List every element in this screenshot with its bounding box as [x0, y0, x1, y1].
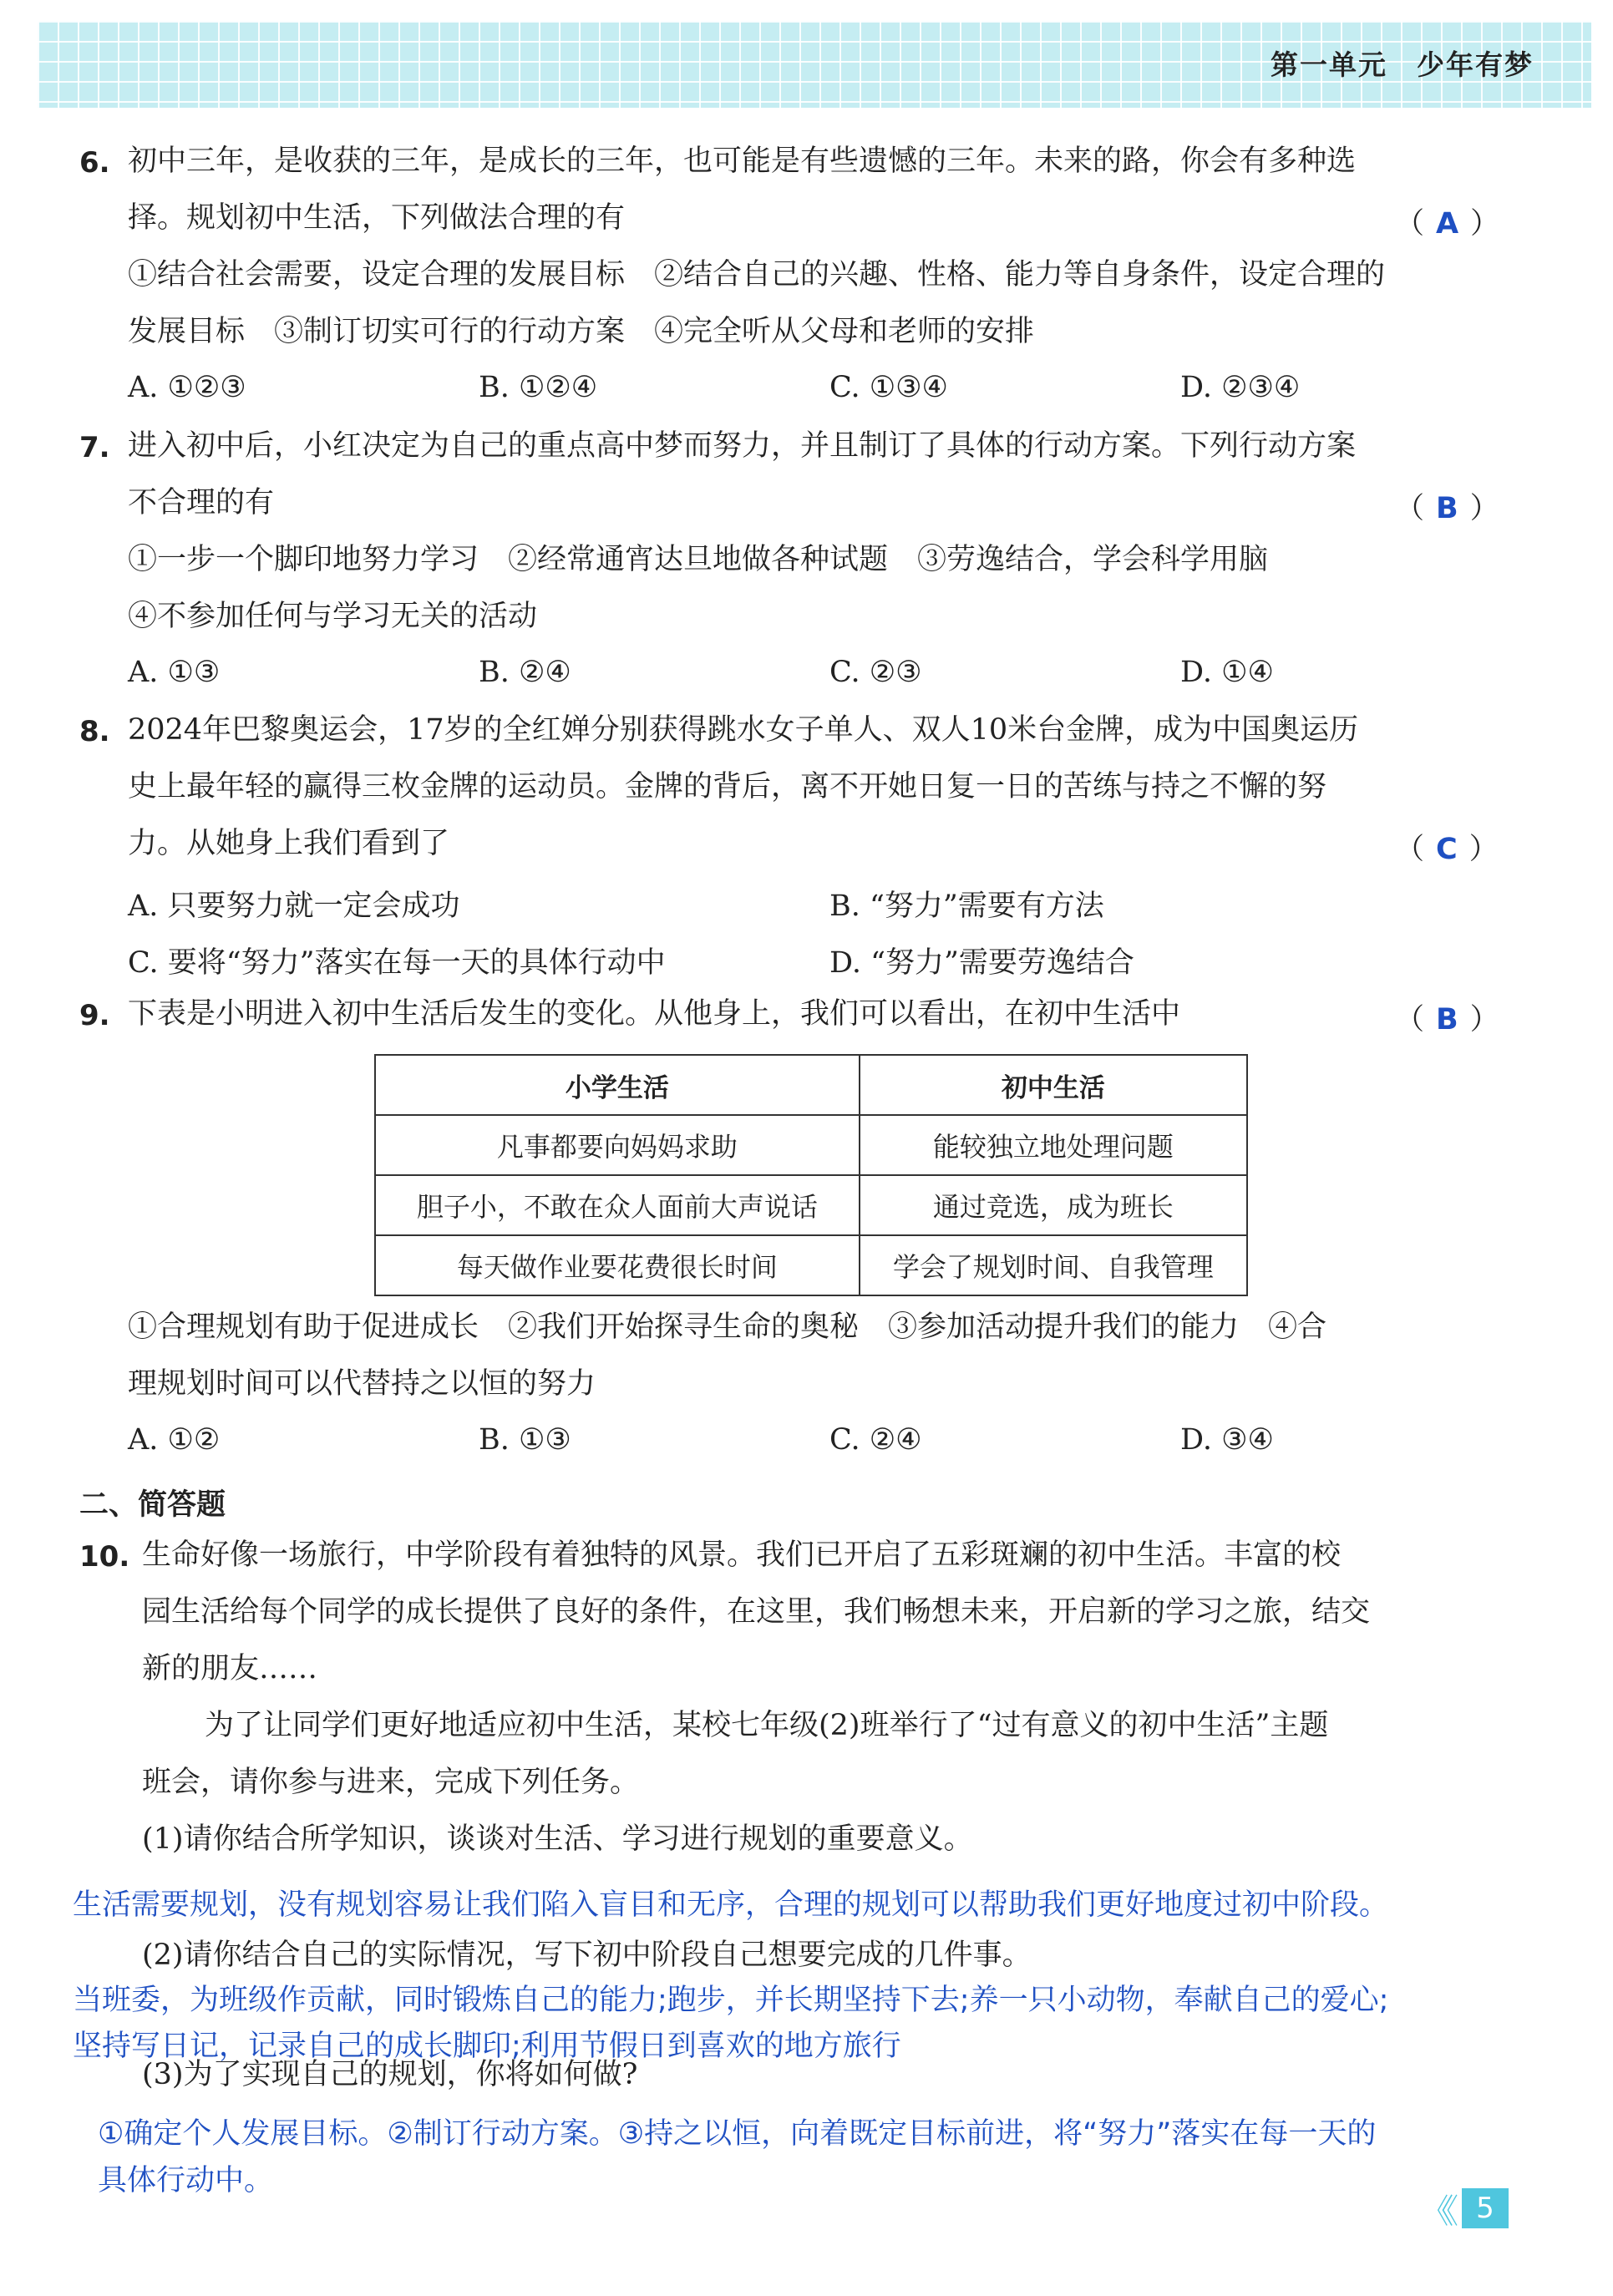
q8-option-b: B. “努力”需要有方法 — [829, 890, 1104, 923]
q7-stem-line2: 不合理的有 — [128, 486, 275, 520]
q6-option-d: D. ②③④ — [1180, 371, 1301, 404]
table-header-row — [375, 1055, 1247, 1115]
chevron-left-icon: 《《 — [1420, 2192, 1447, 2231]
q10-answer2-line2: 坚持写日记，记录自己的成长脚印;利用节假日到喜欢的地方旅行 — [73, 2030, 901, 2063]
q6-statements-line1: ①结合社会需要，设定合理的发展目标 ②结合自己的兴趣、性格、能力等自身条件，设定合理的 — [128, 258, 1386, 291]
q10-number: 10. — [79, 1540, 130, 1574]
q7-option-a: A. ①③ — [128, 656, 221, 689]
q8-stem-line3: 力。从她身上我们看到了 — [128, 827, 450, 860]
table-row — [375, 1235, 1247, 1295]
q7-number: 7. — [79, 431, 110, 464]
table-cell: 每天做作业要花费很长时间 — [375, 1235, 860, 1295]
table-row — [375, 1115, 1247, 1175]
page-number: 5 — [1462, 2188, 1509, 2228]
q10-answer3-line2: 具体行动中。 — [98, 2164, 274, 2197]
q10-stem-line2: 园生活给每个同学的成长提供了良好的条件，在这里，我们畅想未来，开启新的学习之旅，结交 — [142, 1595, 1371, 1629]
q8-option-d: D. “努力”需要劳逸结合 — [829, 946, 1134, 980]
q6-option-b: B. ①②④ — [479, 371, 598, 404]
table-header-primary: 小学生活 — [375, 1055, 860, 1115]
q10-sub2: (2)请你结合自己的实际情况，写下初中阶段自己想要完成的几件事。 — [142, 1939, 1032, 1972]
q10-answer2-line1: 当班委，为班级作贡献，同时锻炼自己的能力;跑步，并长期坚持下去;养一只小动物，奉献自己的爱心; — [73, 1984, 1389, 2017]
q9-statements-line1: ①合理规划有助于促进成长 ②我们开始探寻生命的奥秘 ③参加活动提升我们的能力 ④合 — [128, 1310, 1327, 1344]
q10-para2-line1: 为了让同学们更好地适应初中生活，某校七年级(2)班举行了“过有意义的初中生活”主题 — [205, 1709, 1329, 1742]
table-row — [375, 1175, 1247, 1235]
q8-option-c: C. 要将“努力”落实在每一天的具体行动中 — [128, 946, 666, 980]
q8-stem-line2: 史上最年轻的赢得三枚金牌的运动员。金牌的背后，离不开她日复一日的苦练与持之不懈的努 — [128, 770, 1327, 803]
q10-para2-line2: 班会，请你参与进来，完成下列任务。 — [142, 1766, 640, 1799]
q7-stem-line1: 进入初中后，小红决定为自己的重点高中梦而努力，并且制订了具体的行动方案。下列行动方案 — [128, 429, 1357, 463]
q9-option-b: B. ①③ — [479, 1423, 571, 1457]
q10-answer1: 生活需要规划，没有规划容易让我们陷入盲目和无序，合理的规划可以帮助我们更好地度过初中阶段。 — [73, 1888, 1389, 1922]
q7-answer: B — [1436, 492, 1458, 525]
q10-answer3-line1: ①确定个人发展目标。②制订行动方案。③持之以恒，向着既定目标前进，将“努力”落实在每一天的 — [98, 2117, 1377, 2151]
q10-stem-line3: 新的朋友…… — [142, 1652, 318, 1685]
q7-option-c: C. ②③ — [829, 656, 922, 689]
q9-answer-bracket: （ B ） — [1395, 1003, 1499, 1036]
q9-answer: B — [1436, 1003, 1458, 1036]
q8-stem-line1: 2024年巴黎奥运会，17岁的全红婵分别获得跳水女子单人、双人10米台金牌，成为中国奥运历 — [128, 713, 1359, 747]
q10-sub1: (1)请你结合所学知识，谈谈对生活、学习进行规划的重要意义。 — [142, 1822, 973, 1856]
q9-statements-line2: 理规划时间可以代替持之以恒的努力 — [128, 1367, 596, 1401]
q6-number: 6. — [79, 146, 110, 180]
q6-statements-line2: 发展目标 ③制订切实可行的行动方案 ④完全听从父母和老师的安排 — [128, 315, 1035, 348]
q9-option-c: C. ②④ — [829, 1423, 922, 1457]
q9-comparison-table — [374, 1054, 1248, 1296]
q8-answer: C — [1436, 833, 1458, 866]
q10-stem-line1: 生命好像一场旅行，中学阶段有着独特的风景。我们已开启了五彩斑斓的初中生活。丰富的校 — [142, 1538, 1342, 1572]
q7-option-b: B. ②④ — [479, 656, 571, 689]
q7-option-d: D. ①④ — [1180, 656, 1274, 689]
q8-number: 8. — [79, 715, 110, 748]
q8-answer-bracket: （ C ） — [1395, 833, 1499, 866]
q6-stem-line1: 初中三年，是收获的三年，是成长的三年，也可能是有些遗憾的三年。未来的路，你会有多种选 — [128, 144, 1357, 178]
table-cell: 学会了规划时间、自我管理 — [860, 1235, 1247, 1295]
q7-statements-line2: ④不参加任何与学习无关的活动 — [128, 600, 538, 633]
table-cell: 通过竞选，成为班长 — [860, 1175, 1247, 1235]
q6-option-a: A. ①②③ — [128, 371, 246, 404]
q9-option-a: A. ①② — [128, 1423, 221, 1457]
q10-sub3: (3)为了实现自己的规划，你将如何做? — [142, 2058, 638, 2091]
q9-number: 9. — [79, 999, 110, 1032]
q6-answer-bracket: （ A ） — [1395, 207, 1500, 241]
unit-title: 第一单元 少年有梦 — [1271, 48, 1534, 81]
table-cell: 能较独立地处理问题 — [860, 1115, 1247, 1175]
q8-option-a: A. 只要努力就一定会成功 — [128, 890, 460, 923]
q9-option-d: D. ③④ — [1180, 1423, 1274, 1457]
section-title: 二、简答题 — [79, 1488, 226, 1522]
table-cell: 凡事都要向妈妈求助 — [375, 1115, 860, 1175]
q9-stem-line1: 下表是小明进入初中生活后发生的变化。从他身上，我们可以看出，在初中生活中 — [128, 997, 1181, 1031]
q7-statements-line1: ①一步一个脚印地努力学习 ②经常通宵达旦地做各种试题 ③劳逸结合，学会科学用脑 — [128, 543, 1269, 576]
q7-answer-bracket: （ B ） — [1395, 492, 1499, 525]
q6-stem-line2: 择。规划初中生活，下列做法合理的有 — [128, 201, 626, 235]
q6-option-c: C. ①③④ — [829, 371, 948, 404]
table-header-junior: 初中生活 — [860, 1055, 1247, 1115]
q6-answer: A — [1436, 207, 1459, 241]
table-cell: 胆子小，不敢在众人面前大声说话 — [375, 1175, 860, 1235]
